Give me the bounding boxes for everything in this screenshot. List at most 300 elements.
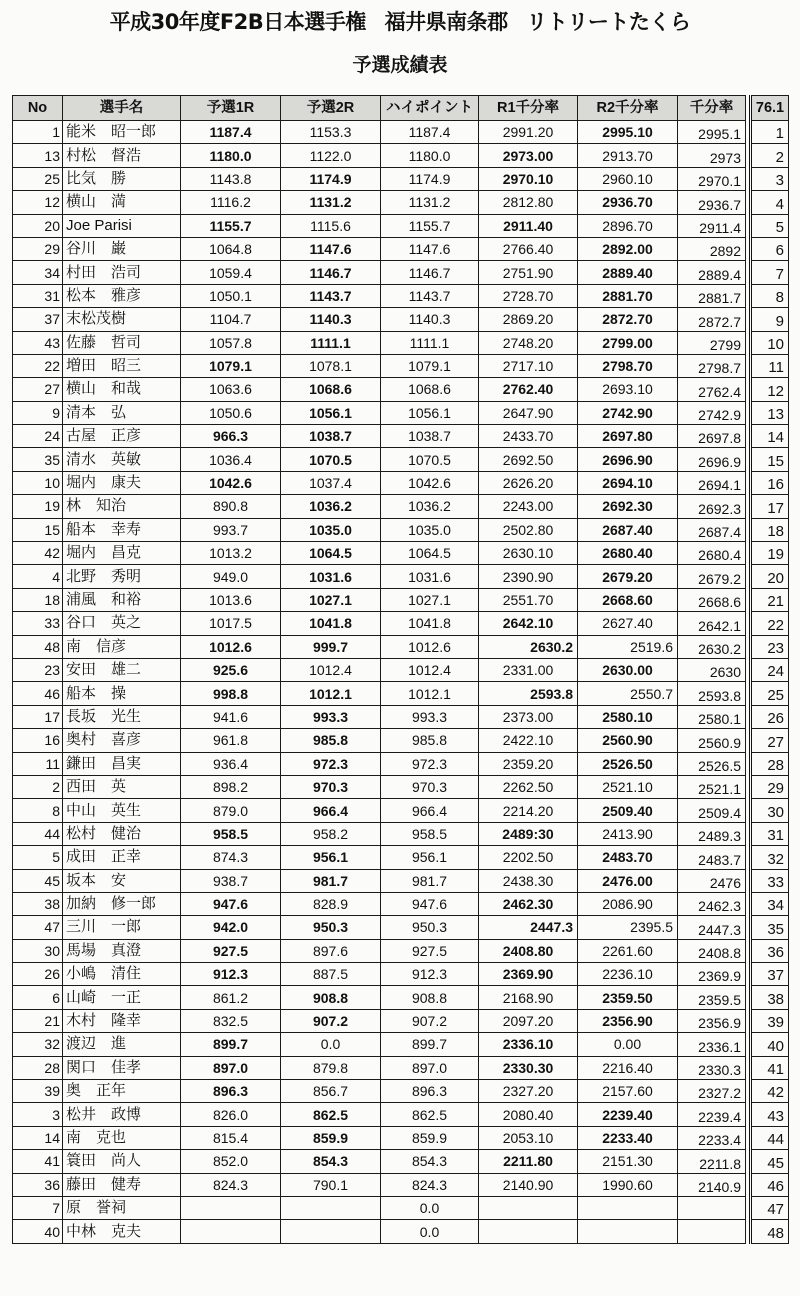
cell-round2: 1035.0 <box>281 518 381 541</box>
cell-round1: 1013.6 <box>181 588 281 611</box>
title-venue: リトリートたくら <box>526 10 691 34</box>
cell-no: 8 <box>13 799 63 822</box>
cell-r2-permille: 2872.70 <box>578 308 678 331</box>
table-row <box>13 775 746 798</box>
cell-name: 清本 弘 <box>63 401 181 424</box>
cell-r1-permille: 2080.40 <box>479 1103 578 1126</box>
cell-round2: 1140.3 <box>281 308 381 331</box>
table-row <box>13 658 746 681</box>
rank-row <box>751 1220 789 1243</box>
cell-name: 南 信彦 <box>63 635 181 658</box>
cell-highpoint: 0.0 <box>381 1220 479 1243</box>
cell-permille: 2580.1 <box>678 705 746 728</box>
cell-round1: 1180.0 <box>181 144 281 167</box>
col-header-permille: 千分率 <box>678 96 746 121</box>
table-row <box>13 214 746 237</box>
cell-round1: 815.4 <box>181 1126 281 1149</box>
cell-round1: 1079.1 <box>181 354 281 377</box>
cell-round1: 852.0 <box>181 1150 281 1173</box>
cell-round1: 912.3 <box>181 963 281 986</box>
cell-r2-permille: 2995.10 <box>578 121 678 144</box>
table-row <box>13 308 746 331</box>
cell-r2-permille: 2936.70 <box>578 191 678 214</box>
cell-permille: 2140.9 <box>678 1173 746 1196</box>
cell-r1-permille: 2766.40 <box>479 237 578 260</box>
cell-round1: 1116.2 <box>181 191 281 214</box>
cell-highpoint: 956.1 <box>381 846 479 869</box>
rank-row <box>751 378 789 401</box>
cell-no: 19 <box>13 495 63 518</box>
cell-name: 加納 修一郎 <box>63 892 181 915</box>
table-row <box>13 892 746 915</box>
cell-name: 林 知治 <box>63 495 181 518</box>
table-row <box>13 916 746 939</box>
cell-round1: 832.5 <box>181 1009 281 1032</box>
cell-no: 24 <box>13 425 63 448</box>
rank-row <box>751 167 789 190</box>
cell-r1-permille: 2762.40 <box>479 378 578 401</box>
cell-name: 北野 秀明 <box>63 565 181 588</box>
cell-round1: 826.0 <box>181 1103 281 1126</box>
cell-permille: 2692.3 <box>678 495 746 518</box>
cell-name: 長坂 光生 <box>63 705 181 728</box>
table-row <box>13 378 746 401</box>
cell-r1-permille: 2202.50 <box>479 846 578 869</box>
rank-row <box>751 471 789 494</box>
cell-highpoint: 1036.2 <box>381 495 479 518</box>
rank-row <box>751 1126 789 1149</box>
cell-permille: 2694.1 <box>678 471 746 494</box>
table-row <box>13 1009 746 1032</box>
cell-permille: 2679.2 <box>678 565 746 588</box>
table-row <box>13 1056 746 1079</box>
cell-name: 中林 克夫 <box>63 1220 181 1243</box>
cell-rank: 36 <box>751 939 789 962</box>
cell-no: 28 <box>13 1056 63 1079</box>
cell-name: 関口 佳孝 <box>63 1056 181 1079</box>
cell-round1: 1017.5 <box>181 612 281 635</box>
cell-permille: 2462.3 <box>678 892 746 915</box>
cell-name: 清水 英敏 <box>63 448 181 471</box>
cell-no: 37 <box>13 308 63 331</box>
cell-rank: 37 <box>751 963 789 986</box>
cell-round1: 861.2 <box>181 986 281 1009</box>
cell-r2-permille: 2896.70 <box>578 214 678 237</box>
cell-r1-permille: 2390.90 <box>479 565 578 588</box>
cell-name: 坂本 安 <box>63 869 181 892</box>
cell-permille: 2509.4 <box>678 799 746 822</box>
cell-r2-permille: 2799.00 <box>578 331 678 354</box>
cell-r1-permille: 2630.2 <box>479 635 578 658</box>
cell-name: 奥 正年 <box>63 1080 181 1103</box>
cell-rank: 29 <box>751 775 789 798</box>
cell-round1: 896.3 <box>181 1080 281 1103</box>
results-table <box>12 95 746 1244</box>
table-row <box>13 986 746 1009</box>
cell-permille: 2762.4 <box>678 378 746 401</box>
cell-permille: 2521.1 <box>678 775 746 798</box>
cell-r2-permille: 0.00 <box>578 1033 678 1056</box>
cell-no: 30 <box>13 939 63 962</box>
cell-no: 32 <box>13 1033 63 1056</box>
cell-round2: 1122.0 <box>281 144 381 167</box>
table-row <box>13 1150 746 1173</box>
cell-round1: 879.0 <box>181 799 281 822</box>
cell-round1: 899.7 <box>181 1033 281 1056</box>
cell-r1-permille: 2438.30 <box>479 869 578 892</box>
cell-rank: 6 <box>751 237 789 260</box>
cell-highpoint: 1041.8 <box>381 612 479 635</box>
rank-row <box>751 284 789 307</box>
cell-rank: 45 <box>751 1150 789 1173</box>
cell-rank: 40 <box>751 1033 789 1056</box>
cell-permille: 2936.7 <box>678 191 746 214</box>
cell-highpoint: 1079.1 <box>381 354 479 377</box>
rank-row <box>751 612 789 635</box>
table-row <box>13 565 746 588</box>
cell-highpoint: 950.3 <box>381 916 479 939</box>
cell-rank: 42 <box>751 1080 789 1103</box>
cell-rank: 25 <box>751 682 789 705</box>
cell-no: 9 <box>13 401 63 424</box>
cell-name: 谷川 巌 <box>63 237 181 260</box>
cell-permille: 2526.5 <box>678 752 746 775</box>
table-row <box>13 1126 746 1149</box>
cell-r2-permille: 2889.40 <box>578 261 678 284</box>
cell-highpoint: 985.8 <box>381 729 479 752</box>
cell-round1: 1143.8 <box>181 167 281 190</box>
cell-round2: 1115.6 <box>281 214 381 237</box>
cell-round2: 1174.9 <box>281 167 381 190</box>
cell-round2: 1056.1 <box>281 401 381 424</box>
cell-permille: 2911.4 <box>678 214 746 237</box>
rank-row <box>751 518 789 541</box>
cell-round1 <box>181 1196 281 1219</box>
cell-highpoint: 1147.6 <box>381 237 479 260</box>
cell-highpoint: 1012.1 <box>381 682 479 705</box>
cell-permille: 2359.5 <box>678 986 746 1009</box>
cell-r2-permille <box>578 1220 678 1243</box>
cell-no: 38 <box>13 892 63 915</box>
rank-row <box>751 331 789 354</box>
cell-round2: 999.7 <box>281 635 381 658</box>
table-row <box>13 729 746 752</box>
cell-permille: 2560.9 <box>678 729 746 752</box>
rank-row <box>751 214 789 237</box>
cell-rank: 41 <box>751 1056 789 1079</box>
cell-round2: 1131.2 <box>281 191 381 214</box>
cell-rank: 20 <box>751 565 789 588</box>
cell-r1-permille: 2214.20 <box>479 799 578 822</box>
table-row <box>13 448 746 471</box>
cell-no: 44 <box>13 822 63 845</box>
cell-round2: 879.8 <box>281 1056 381 1079</box>
cell-name: 松井 政博 <box>63 1103 181 1126</box>
cell-r2-permille: 2692.30 <box>578 495 678 518</box>
cell-round1: 874.3 <box>181 846 281 869</box>
cell-highpoint: 1012.4 <box>381 658 479 681</box>
cell-no: 2 <box>13 775 63 798</box>
cell-rank: 2 <box>751 144 789 167</box>
rank-row <box>751 1196 789 1219</box>
cell-r2-permille: 2697.80 <box>578 425 678 448</box>
cell-permille: 2889.4 <box>678 261 746 284</box>
cell-permille: 2742.9 <box>678 401 746 424</box>
cell-permille: 2892 <box>678 237 746 260</box>
cell-no: 18 <box>13 588 63 611</box>
cell-no: 6 <box>13 986 63 1009</box>
cell-rank: 26 <box>751 705 789 728</box>
cell-round1: 824.3 <box>181 1173 281 1196</box>
cell-no: 7 <box>13 1196 63 1219</box>
cell-r1-permille: 2991.20 <box>479 121 578 144</box>
cell-r2-permille: 2359.50 <box>578 986 678 1009</box>
cell-round2: 1036.2 <box>281 495 381 518</box>
rank-row <box>751 261 789 284</box>
cell-highpoint: 908.8 <box>381 986 479 1009</box>
cell-round2: 897.6 <box>281 939 381 962</box>
table-row <box>13 963 746 986</box>
table-row <box>13 799 746 822</box>
cell-round1: 1064.8 <box>181 237 281 260</box>
page-title <box>0 6 800 36</box>
cell-r2-permille: 2630.00 <box>578 658 678 681</box>
cell-r2-permille: 2395.5 <box>578 916 678 939</box>
cell-rank: 17 <box>751 495 789 518</box>
cell-round2: 970.3 <box>281 775 381 798</box>
cell-r1-permille: 2243.00 <box>479 495 578 518</box>
cell-r1-permille: 2489:30 <box>479 822 578 845</box>
col-header-no: No <box>13 96 63 121</box>
cell-permille: 2327.2 <box>678 1080 746 1103</box>
cell-round2: 790.1 <box>281 1173 381 1196</box>
cell-name: 横山 満 <box>63 191 181 214</box>
cell-r1-permille: 2728.70 <box>479 284 578 307</box>
cell-permille: 2233.4 <box>678 1126 746 1149</box>
table-row <box>13 939 746 962</box>
cell-permille: 2211.8 <box>678 1150 746 1173</box>
cell-name: 増田 昭三 <box>63 354 181 377</box>
cell-round1: 1012.6 <box>181 635 281 658</box>
cell-r2-permille: 2680.40 <box>578 542 678 565</box>
cell-round1: 1187.4 <box>181 121 281 144</box>
cell-permille: 2336.1 <box>678 1033 746 1056</box>
cell-r1-permille: 2097.20 <box>479 1009 578 1032</box>
cell-highpoint: 1012.6 <box>381 635 479 658</box>
rank-row <box>751 869 789 892</box>
cell-no: 25 <box>13 167 63 190</box>
cell-r1-permille <box>479 1196 578 1219</box>
cell-highpoint: 1111.1 <box>381 331 479 354</box>
rank-row <box>751 1056 789 1079</box>
cell-round2: 1078.1 <box>281 354 381 377</box>
cell-name: 馬場 真澄 <box>63 939 181 962</box>
cell-round2: 1153.3 <box>281 121 381 144</box>
cell-round1: 993.7 <box>181 518 281 541</box>
cell-round2: 966.4 <box>281 799 381 822</box>
cell-r1-permille: 2869.20 <box>479 308 578 331</box>
cell-no: 16 <box>13 729 63 752</box>
cell-name: 古屋 正彦 <box>63 425 181 448</box>
table-row <box>13 518 746 541</box>
cell-highpoint: 993.3 <box>381 705 479 728</box>
cell-r1-permille: 2970.10 <box>479 167 578 190</box>
col-header-r2-permille: R2千分率 <box>578 96 678 121</box>
cell-r2-permille: 2261.60 <box>578 939 678 962</box>
cell-r1-permille: 2748.20 <box>479 331 578 354</box>
cell-round2: 1012.4 <box>281 658 381 681</box>
cell-no: 33 <box>13 612 63 635</box>
rank-row <box>751 191 789 214</box>
rank-row <box>751 986 789 1009</box>
cell-r1-permille: 2812.80 <box>479 191 578 214</box>
cell-r2-permille: 2356.90 <box>578 1009 678 1032</box>
cell-rank: 44 <box>751 1126 789 1149</box>
rank-row <box>751 635 789 658</box>
cell-no: 42 <box>13 542 63 565</box>
cell-r2-permille: 2550.7 <box>578 682 678 705</box>
table-row <box>13 752 746 775</box>
title-event: 平成30年度F2B日本選手権 <box>109 10 366 34</box>
cell-highpoint: 972.3 <box>381 752 479 775</box>
cell-permille: 2330.3 <box>678 1056 746 1079</box>
cell-r1-permille: 2140.90 <box>479 1173 578 1196</box>
cell-name: 比気 勝 <box>63 167 181 190</box>
results-sheet <box>12 95 789 1244</box>
cell-r2-permille: 2413.90 <box>578 822 678 845</box>
cell-name: 成田 正幸 <box>63 846 181 869</box>
rank-row <box>751 588 789 611</box>
cell-r1-permille: 2331.00 <box>479 658 578 681</box>
table-row <box>13 822 746 845</box>
cell-no: 41 <box>13 1150 63 1173</box>
cell-round1: 1036.4 <box>181 448 281 471</box>
cell-r2-permille: 2216.40 <box>578 1056 678 1079</box>
cell-r2-permille: 2526.50 <box>578 752 678 775</box>
cell-r1-permille: 2433.70 <box>479 425 578 448</box>
cell-highpoint: 1042.6 <box>381 471 479 494</box>
cell-no: 10 <box>13 471 63 494</box>
table-row <box>13 191 746 214</box>
cell-r1-permille: 2647.90 <box>479 401 578 424</box>
cell-round1 <box>181 1220 281 1243</box>
cell-highpoint: 862.5 <box>381 1103 479 1126</box>
cell-r1-permille: 2551.70 <box>479 588 578 611</box>
cell-rank: 23 <box>751 635 789 658</box>
cell-highpoint: 1174.9 <box>381 167 479 190</box>
rank-header-row <box>751 96 789 121</box>
cell-rank: 16 <box>751 471 789 494</box>
cell-permille: 2630 <box>678 658 746 681</box>
rank-row <box>751 939 789 962</box>
table-row <box>13 542 746 565</box>
cell-no: 11 <box>13 752 63 775</box>
cell-r2-permille: 2742.90 <box>578 401 678 424</box>
table-row <box>13 495 746 518</box>
cell-r1-permille: 2447.3 <box>479 916 578 939</box>
cell-name: 簑田 尚人 <box>63 1150 181 1173</box>
cell-no: 5 <box>13 846 63 869</box>
cell-highpoint: 912.3 <box>381 963 479 986</box>
cell-round2: 993.3 <box>281 705 381 728</box>
cell-highpoint: 854.3 <box>381 1150 479 1173</box>
cell-name: 堀内 昌克 <box>63 542 181 565</box>
cell-permille: 2593.8 <box>678 682 746 705</box>
cell-r1-permille: 2327.20 <box>479 1080 578 1103</box>
cell-round2: 887.5 <box>281 963 381 986</box>
table-row <box>13 331 746 354</box>
cell-round1: 1155.7 <box>181 214 281 237</box>
cell-rank: 30 <box>751 799 789 822</box>
cell-rank: 24 <box>751 658 789 681</box>
cell-rank: 14 <box>751 425 789 448</box>
cell-rank: 32 <box>751 846 789 869</box>
cell-permille: 2995.1 <box>678 121 746 144</box>
cell-permille: 2668.6 <box>678 588 746 611</box>
cell-permille: 2356.9 <box>678 1009 746 1032</box>
cell-r2-permille: 2560.90 <box>578 729 678 752</box>
cell-r1-permille: 2973.00 <box>479 144 578 167</box>
cell-r2-permille: 2687.40 <box>578 518 678 541</box>
table-row <box>13 705 746 728</box>
cell-round1: 936.4 <box>181 752 281 775</box>
cell-r2-permille: 2627.40 <box>578 612 678 635</box>
cell-no: 34 <box>13 261 63 284</box>
cell-highpoint: 824.3 <box>381 1173 479 1196</box>
col-header-r1-permille: R1千分率 <box>479 96 578 121</box>
cell-round1: 1050.6 <box>181 401 281 424</box>
cell-r2-permille: 2696.90 <box>578 448 678 471</box>
cell-rank: 19 <box>751 542 789 565</box>
cell-rank: 48 <box>751 1220 789 1243</box>
cell-round2 <box>281 1196 381 1219</box>
cell-r1-permille: 2330.30 <box>479 1056 578 1079</box>
table-row <box>13 261 746 284</box>
cell-r1-permille: 2336.10 <box>479 1033 578 1056</box>
cell-rank: 39 <box>751 1009 789 1032</box>
cell-no: 3 <box>13 1103 63 1126</box>
cell-round1: 947.6 <box>181 892 281 915</box>
rank-row <box>751 1150 789 1173</box>
cell-r1-permille: 2717.10 <box>479 354 578 377</box>
cell-name: 南 克也 <box>63 1126 181 1149</box>
cell-round1: 1104.7 <box>181 308 281 331</box>
cell-r1-permille: 2911.40 <box>479 214 578 237</box>
table-row <box>13 1080 746 1103</box>
cell-round2: 0.0 <box>281 1033 381 1056</box>
cell-highpoint: 927.5 <box>381 939 479 962</box>
cell-no: 22 <box>13 354 63 377</box>
page-subtitle: 予選成績表 <box>352 54 448 76</box>
cell-no: 12 <box>13 191 63 214</box>
cell-r2-permille: 2960.10 <box>578 167 678 190</box>
cell-rank: 4 <box>751 191 789 214</box>
cell-name: 船本 幸寿 <box>63 518 181 541</box>
cell-permille: 2687.4 <box>678 518 746 541</box>
cell-name: 三川 一郎 <box>63 916 181 939</box>
table-row <box>13 682 746 705</box>
cell-highpoint: 1155.7 <box>381 214 479 237</box>
rank-row <box>751 308 789 331</box>
cell-round1: 1050.1 <box>181 284 281 307</box>
cell-round1: 1042.6 <box>181 471 281 494</box>
rank-row <box>751 121 789 144</box>
cell-round2: 1146.7 <box>281 261 381 284</box>
table-row <box>13 1220 746 1243</box>
cell-permille <box>678 1196 746 1219</box>
rank-row <box>751 1009 789 1032</box>
cell-no: 35 <box>13 448 63 471</box>
